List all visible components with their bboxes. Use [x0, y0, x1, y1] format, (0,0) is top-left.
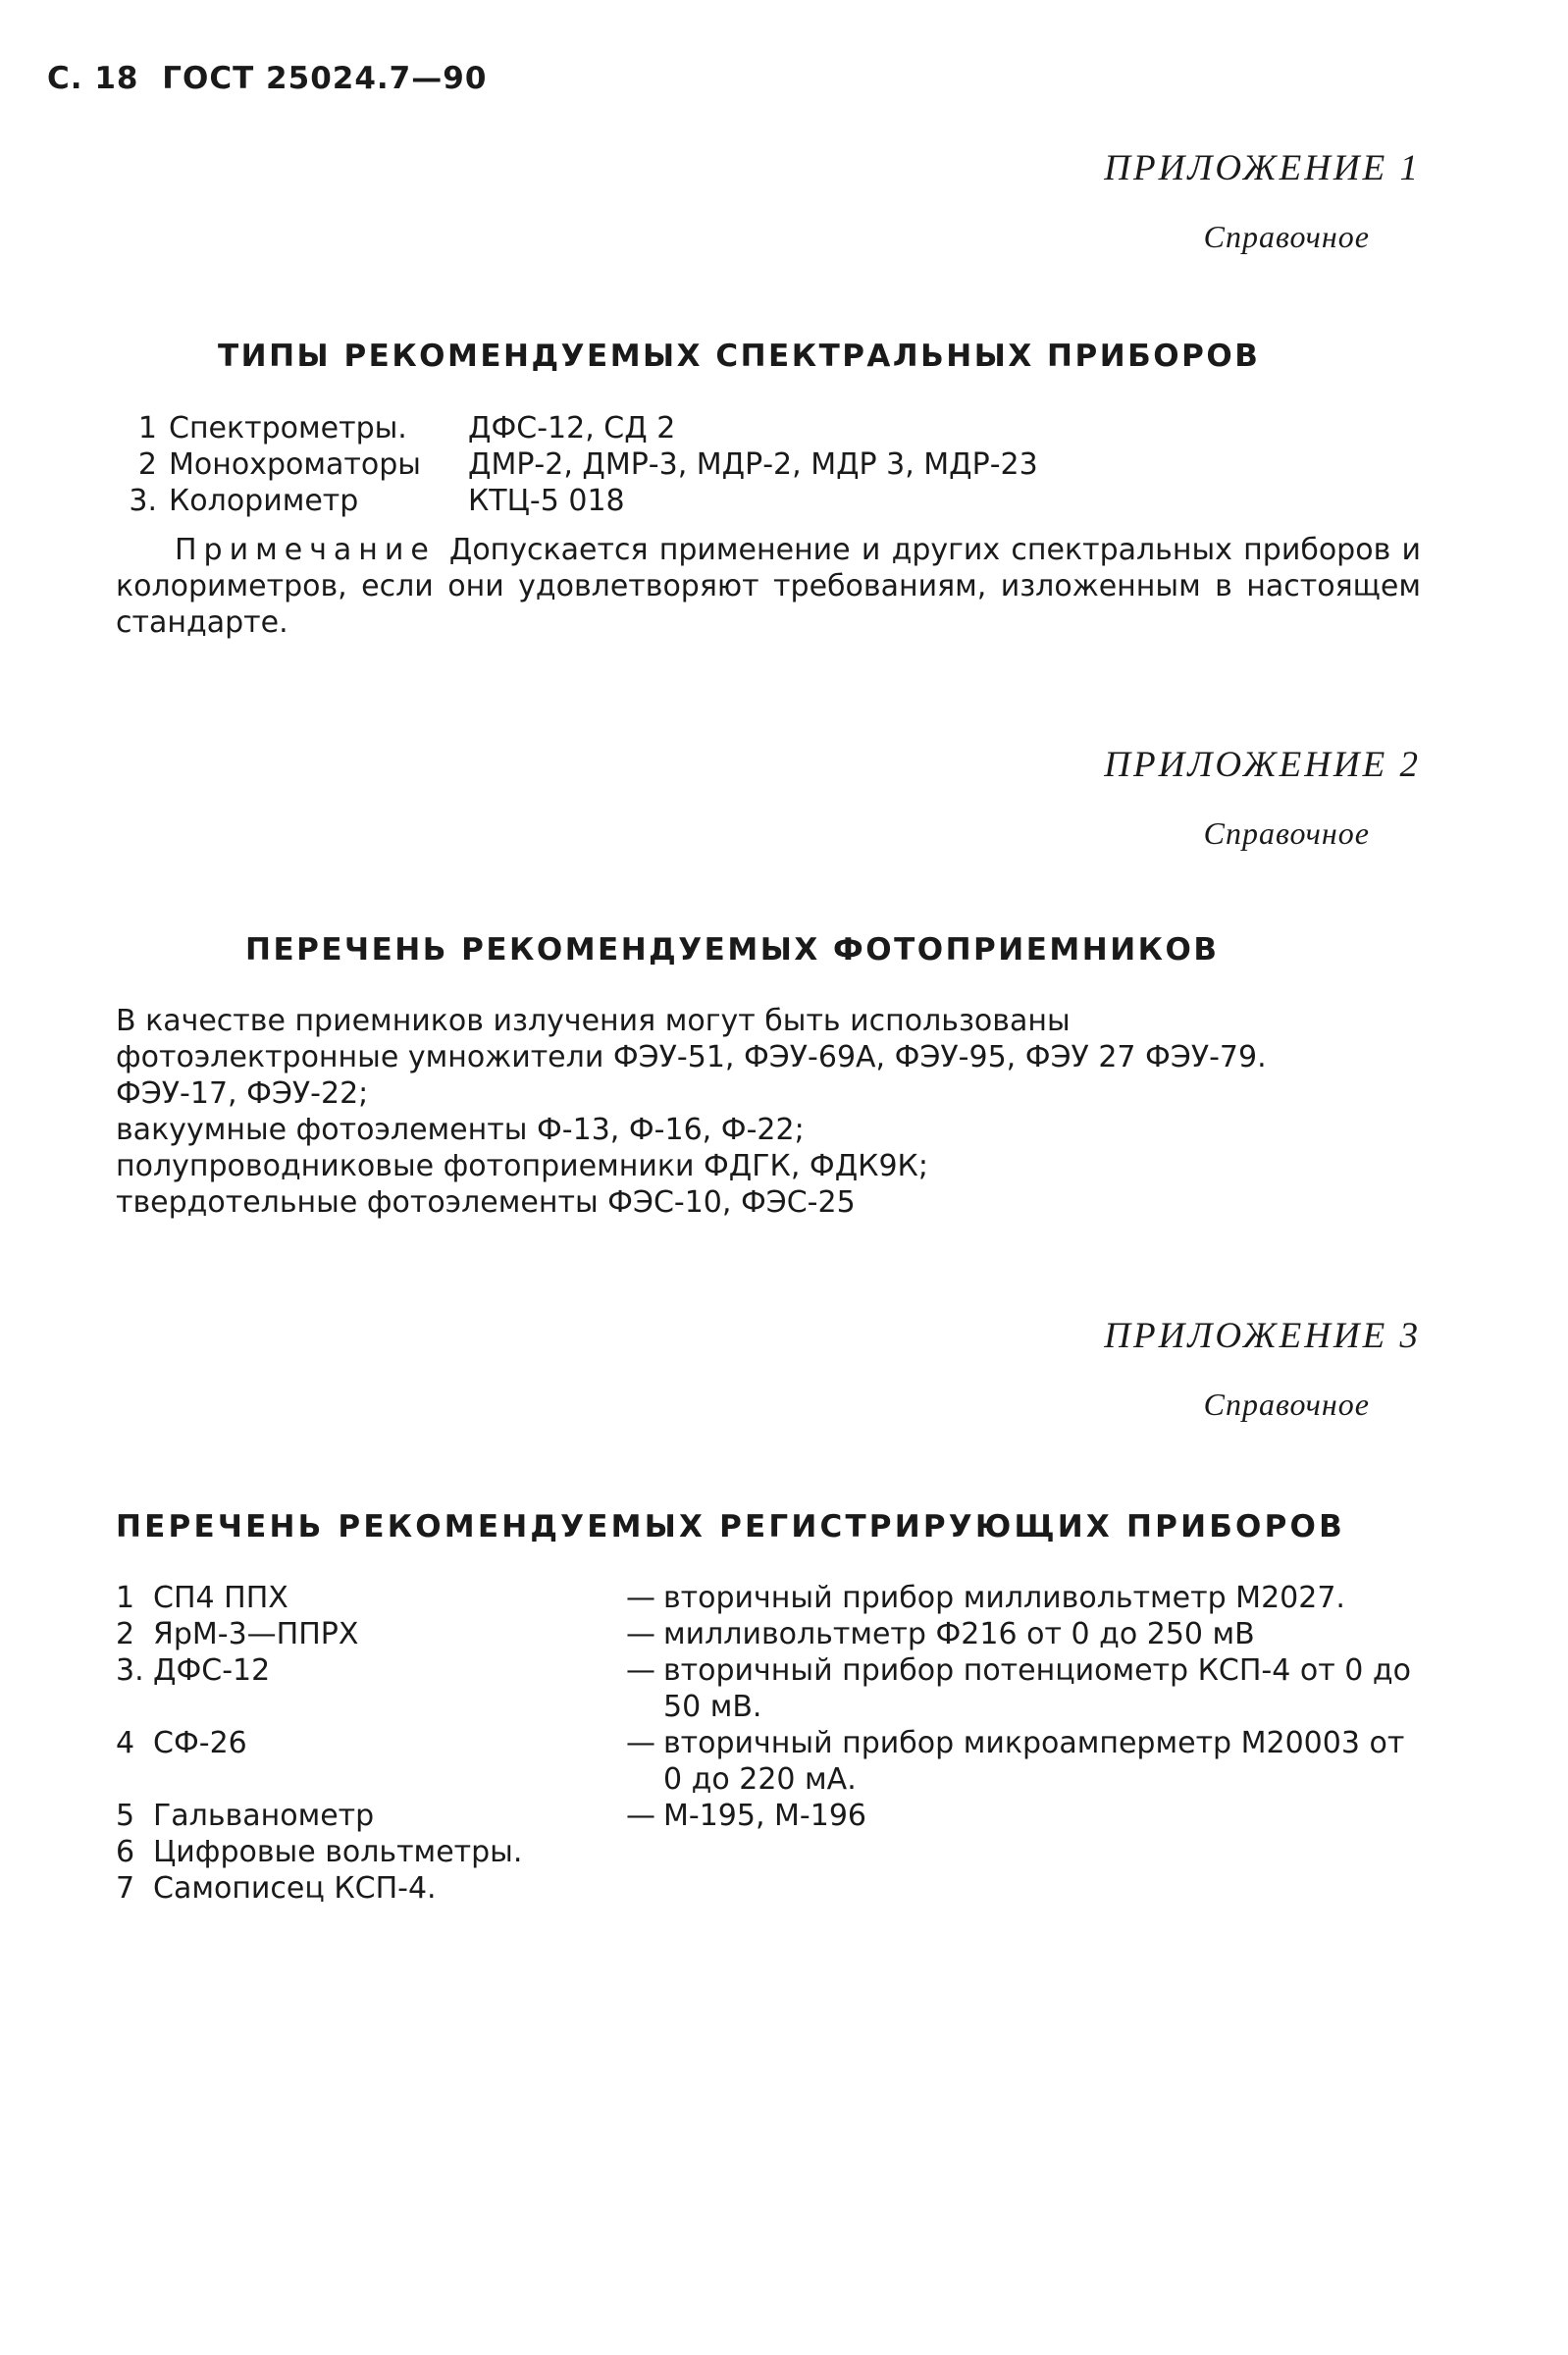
appendix-1-title: ТИПЫ РЕКОМЕНДУЕМЫХ СПЕКТРАЛЬНЫХ ПРИБОРОВ	[218, 339, 1261, 374]
appendix-2-heading	[832, 744, 1421, 852]
table-row: 1 СП4 ППХ — вторичный прибор милливольтметр М2027.	[116, 1581, 1345, 1615]
list-item: 2 Монохроматоры ДМР-2, ДМР-3, МДР-2, МДР 3, МДР-23	[137, 447, 1038, 482]
spectral-devices-list	[116, 410, 1038, 519]
note-text: Допускается применение и других спектральных приборов и колориметров, если они удовлетворяют требованиям, изложенным в настоящем стандарте.	[116, 533, 1421, 640]
appendix-3-label: ПРИЛОЖЕНИЕ 3	[1104, 1316, 1421, 1356]
table-row: 4 СФ-26 — вторичный прибор микроамперметр М20003 от 0 до 220 мА.	[116, 1726, 1405, 1797]
appendix-2-label: ПРИЛОЖЕНИЕ 2	[1104, 745, 1421, 785]
list-item: 1 Спектрометры. ДФС-12, СД 2	[137, 411, 676, 445]
appendix-3-heading	[832, 1315, 1421, 1423]
table-row: 6 Цифровые вольтметры.	[116, 1835, 523, 1869]
note-label: Примечание	[175, 533, 436, 567]
table-row: 7 Самописец КСП-4.	[116, 1871, 437, 1906]
page-header	[47, 61, 487, 96]
appendix-1-label: ПРИЛОЖЕНИЕ 1	[1104, 148, 1421, 188]
table-row: 5 Гальванометр — М-195, М-196	[116, 1799, 867, 1833]
appendix-1-type: Справочное	[1203, 219, 1370, 254]
appendix-3-type: Справочное	[1203, 1387, 1370, 1422]
appendix-2-title: ПЕРЕЧЕНЬ РЕКОМЕНДУЕМЫХ ФОТОПРИЕМНИКОВ	[245, 932, 1220, 968]
standard-number: ГОСТ 25024.7—90	[162, 61, 488, 96]
list-item: 3. Колориметр КТЦ-5 018	[129, 484, 625, 518]
photoreceivers-text: В качестве приемников излучения могут быть использованы фотоэлектронные умножители ФЭУ-51, ФЭУ-69А, ФЭУ-95, ФЭУ 27 ФЭУ-79. ФЭУ-17, ФЭУ-22; вакуумные фотоэлементы Ф-13, Ф-16, Ф-22; полупроводниковые фотоприемники ФДГК, ФДК9К; твердотельные фотоэлементы ФЭС-10, ФЭС-25	[116, 1004, 1267, 1220]
appendix-1-heading	[832, 147, 1421, 255]
appendix-1-note	[116, 532, 1421, 641]
table-row: 2 ЯрМ-3—ППРХ — милливольтметр Ф216 от 0 до 250 мВ	[116, 1617, 1255, 1651]
appendix-3-title: ПЕРЕЧЕНЬ РЕКОМЕНДУЕМЫХ РЕГИСТРИРУЮЩИХ ПРИБОРОВ	[116, 1509, 1345, 1544]
page-number: С. 18	[47, 61, 139, 96]
recording-devices-table	[116, 1580, 1431, 1907]
appendix-2-type: Справочное	[1203, 815, 1370, 851]
table-row: 3. ДФС-12 — вторичный прибор потенциометр КСП-4 от 0 до 50 мВ.	[116, 1653, 1411, 1724]
